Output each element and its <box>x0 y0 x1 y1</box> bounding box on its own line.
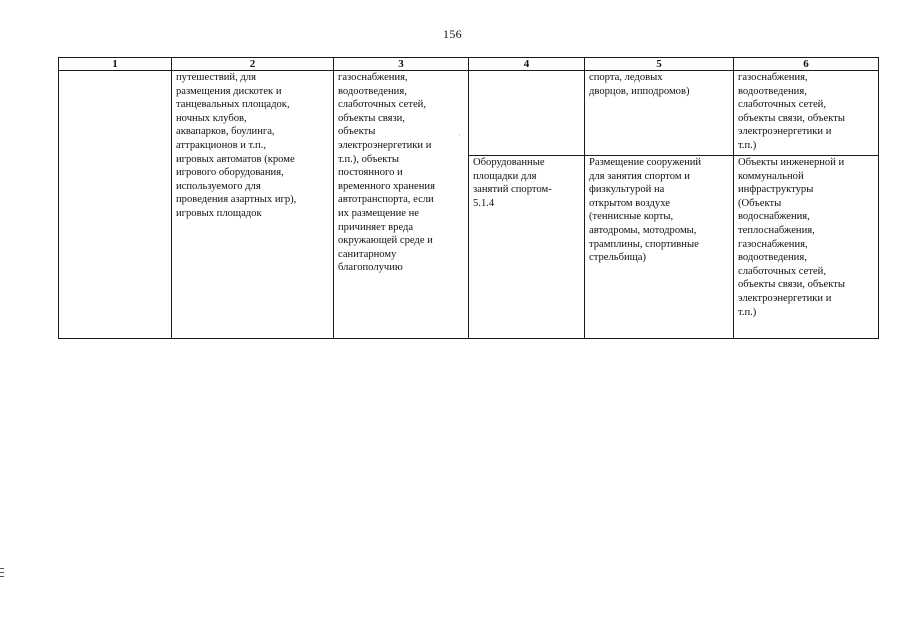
cell-r2-c5-description: Размещение сооружений для занятия спортом и физкультурой на открытом воздухе (теннисные корты, автодромы, мотодромы, трамплины, спортивные стрельбища) <box>585 156 734 339</box>
scan-edge-marks <box>0 568 4 580</box>
column-header-6: 6 <box>734 58 879 71</box>
table-header-row <box>59 58 879 71</box>
cell-r1-c6: газоснабжения, водоотведения, слаботочных сетей, объекты связи, объекты электроэнергетики и т.п.) <box>734 71 879 156</box>
cell-r1-c2-permitted-use: путешествий, для размещения дискотек и танцевальных площадок, ночных клубов, аквапарков, боулинга, аттракционов и т.п., игровых автоматов (кроме игрового оборудования, используемого для проведения азартных игр), игровых площадок <box>172 71 334 339</box>
column-header-1: 1 <box>59 58 172 71</box>
page-number: 156 <box>443 27 462 41</box>
column-header-3: 3 <box>334 58 469 71</box>
land-use-table <box>58 57 879 339</box>
scan-speck: ˙ <box>458 133 461 142</box>
cell-r1-c1 <box>59 71 172 339</box>
column-header-2: 2 <box>172 58 334 71</box>
table-row <box>59 71 879 156</box>
cell-r1-c3-auxiliary-use: газоснабжения, водоотведения, слаботочных сетей, объекты связи, объекты электроэнергетики и т.п.), объекты постоянного и временного хранения автотранспорта, если их размещение не причиняет вреда окружающей среде и санитарному благополучию <box>334 71 469 339</box>
cell-r2-c4-sport-grounds: Оборудованные площадки для занятий спортом- 5.1.4 <box>469 156 585 339</box>
column-header-5: 5 <box>585 58 734 71</box>
cell-r1-c5: спорта, ледовых дворцов, ипподромов) <box>585 71 734 156</box>
column-header-4: 4 <box>469 58 585 71</box>
cell-r2-c6-infrastructure: Объекты инженерной и коммунальной инфраструктуры (Объекты водоснабжения, теплоснабжения, газоснабжения, водоотведения, слаботочных сетей, объекты связи, объекты электроэнергетики и т.п.) <box>734 156 879 339</box>
cell-r1-c4 <box>469 71 585 156</box>
